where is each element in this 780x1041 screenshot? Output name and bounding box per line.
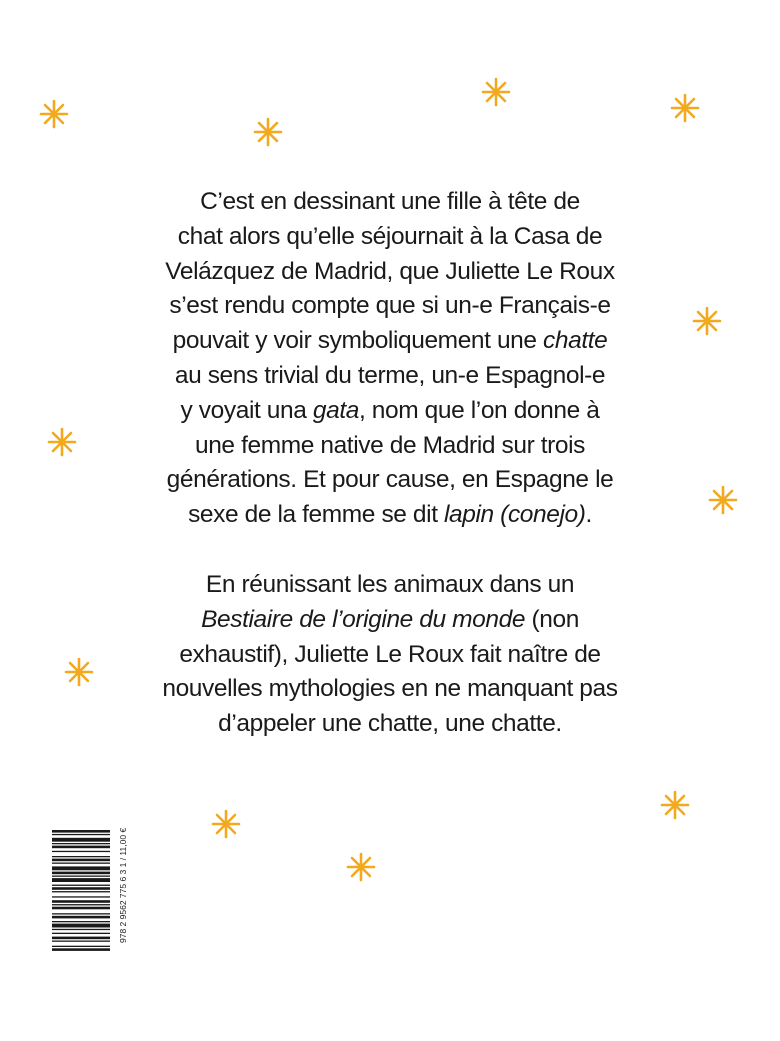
barcode-bar	[52, 929, 110, 930]
barcode-bar	[52, 885, 110, 886]
barcode-bar	[52, 876, 110, 877]
text-line	[120, 498, 660, 533]
isbn-price-caption: 978 2 9562 775 6 3 1 / 11,00 €	[118, 828, 128, 944]
barcode-bar	[52, 838, 110, 842]
barcode-bar	[52, 878, 110, 882]
asterisk-star-icon	[208, 806, 244, 842]
barcode-bar	[52, 916, 110, 919]
barcode-bar	[52, 872, 110, 875]
barcode-bar	[52, 856, 110, 857]
text-run: .	[585, 501, 592, 529]
text-line: générations. Et pour cause, en Espagne le	[166, 466, 614, 494]
barcode-bar	[52, 851, 110, 852]
italic-term: gata	[312, 396, 359, 424]
barcode-bar	[52, 887, 110, 890]
barcode-bar	[52, 913, 110, 914]
asterisk-star-icon	[667, 90, 703, 126]
barcode-bar	[52, 904, 110, 905]
text-run: , nom que l’on donne à	[358, 396, 600, 424]
back-cover-blurb	[120, 185, 660, 742]
text-line: une femme native de Madrid sur trois	[194, 431, 586, 459]
text-line: d’appeler une chatte, une chatte.	[218, 710, 562, 738]
isbn-barcode	[52, 828, 110, 991]
text-run: pouvait y voir symboliquement une	[172, 327, 544, 355]
text-run: sexe de la femme se dit	[188, 501, 445, 529]
asterisk-star-icon	[61, 654, 97, 690]
text-line: En réunissant les animaux dans un	[205, 570, 575, 598]
text-line	[120, 603, 660, 638]
barcode-bar	[52, 863, 110, 864]
asterisk-star-icon	[343, 849, 379, 885]
barcode-bar	[52, 866, 110, 870]
asterisk-star-icon	[44, 424, 80, 460]
text-line: C’est en dessinant une fille à tête de	[200, 188, 580, 215]
barcode-bar	[52, 946, 110, 947]
text-line	[120, 324, 660, 359]
barcode-bar	[52, 933, 110, 934]
barcode-bar	[52, 937, 110, 940]
text-run: (non	[525, 605, 579, 633]
blurb-paragraph-1	[120, 185, 660, 533]
text-line: exhaustif), Juliette Le Roux fait naître de	[179, 640, 601, 668]
barcode-bar	[52, 830, 110, 833]
text-line	[120, 394, 660, 429]
barcode-bar	[52, 948, 110, 951]
text-run: y voyait una	[180, 396, 313, 424]
asterisk-star-icon	[657, 787, 693, 823]
asterisk-star-icon	[250, 114, 286, 150]
asterisk-star-icon	[705, 482, 741, 518]
barcode-bar	[52, 921, 110, 922]
text-line: chat alors qu’elle séjournait à la Casa de	[177, 222, 603, 250]
barcode-bar	[52, 900, 110, 903]
text-line: au sens trivial du terme, un-e Espagnol-e	[174, 361, 606, 389]
barcode-bar	[52, 891, 110, 892]
barcode-bar	[52, 896, 110, 897]
text-line: s’est rendu compte que si un-e Français-e	[169, 292, 611, 320]
blurb-paragraph-2	[120, 568, 660, 742]
asterisk-star-icon	[689, 303, 725, 339]
barcode-bar	[52, 846, 110, 849]
text-line: nouvelles mythologies en ne manquant pas	[162, 675, 618, 703]
italic-term: lapin (conejo)	[444, 501, 586, 529]
asterisk-star-icon	[478, 74, 514, 110]
barcode-bar	[52, 843, 110, 844]
text-line: Velázquez de Madrid, que Juliette Le Roux	[165, 257, 615, 285]
italic-term: chatte	[543, 327, 608, 355]
barcode-bar	[52, 907, 110, 910]
book-title: Bestiaire de l’origine du monde	[201, 605, 526, 633]
barcode-bar	[52, 834, 110, 835]
barcode-bar	[52, 924, 110, 928]
asterisk-star-icon	[36, 96, 72, 132]
barcode-bar	[52, 859, 110, 862]
barcode-bar	[52, 941, 110, 942]
